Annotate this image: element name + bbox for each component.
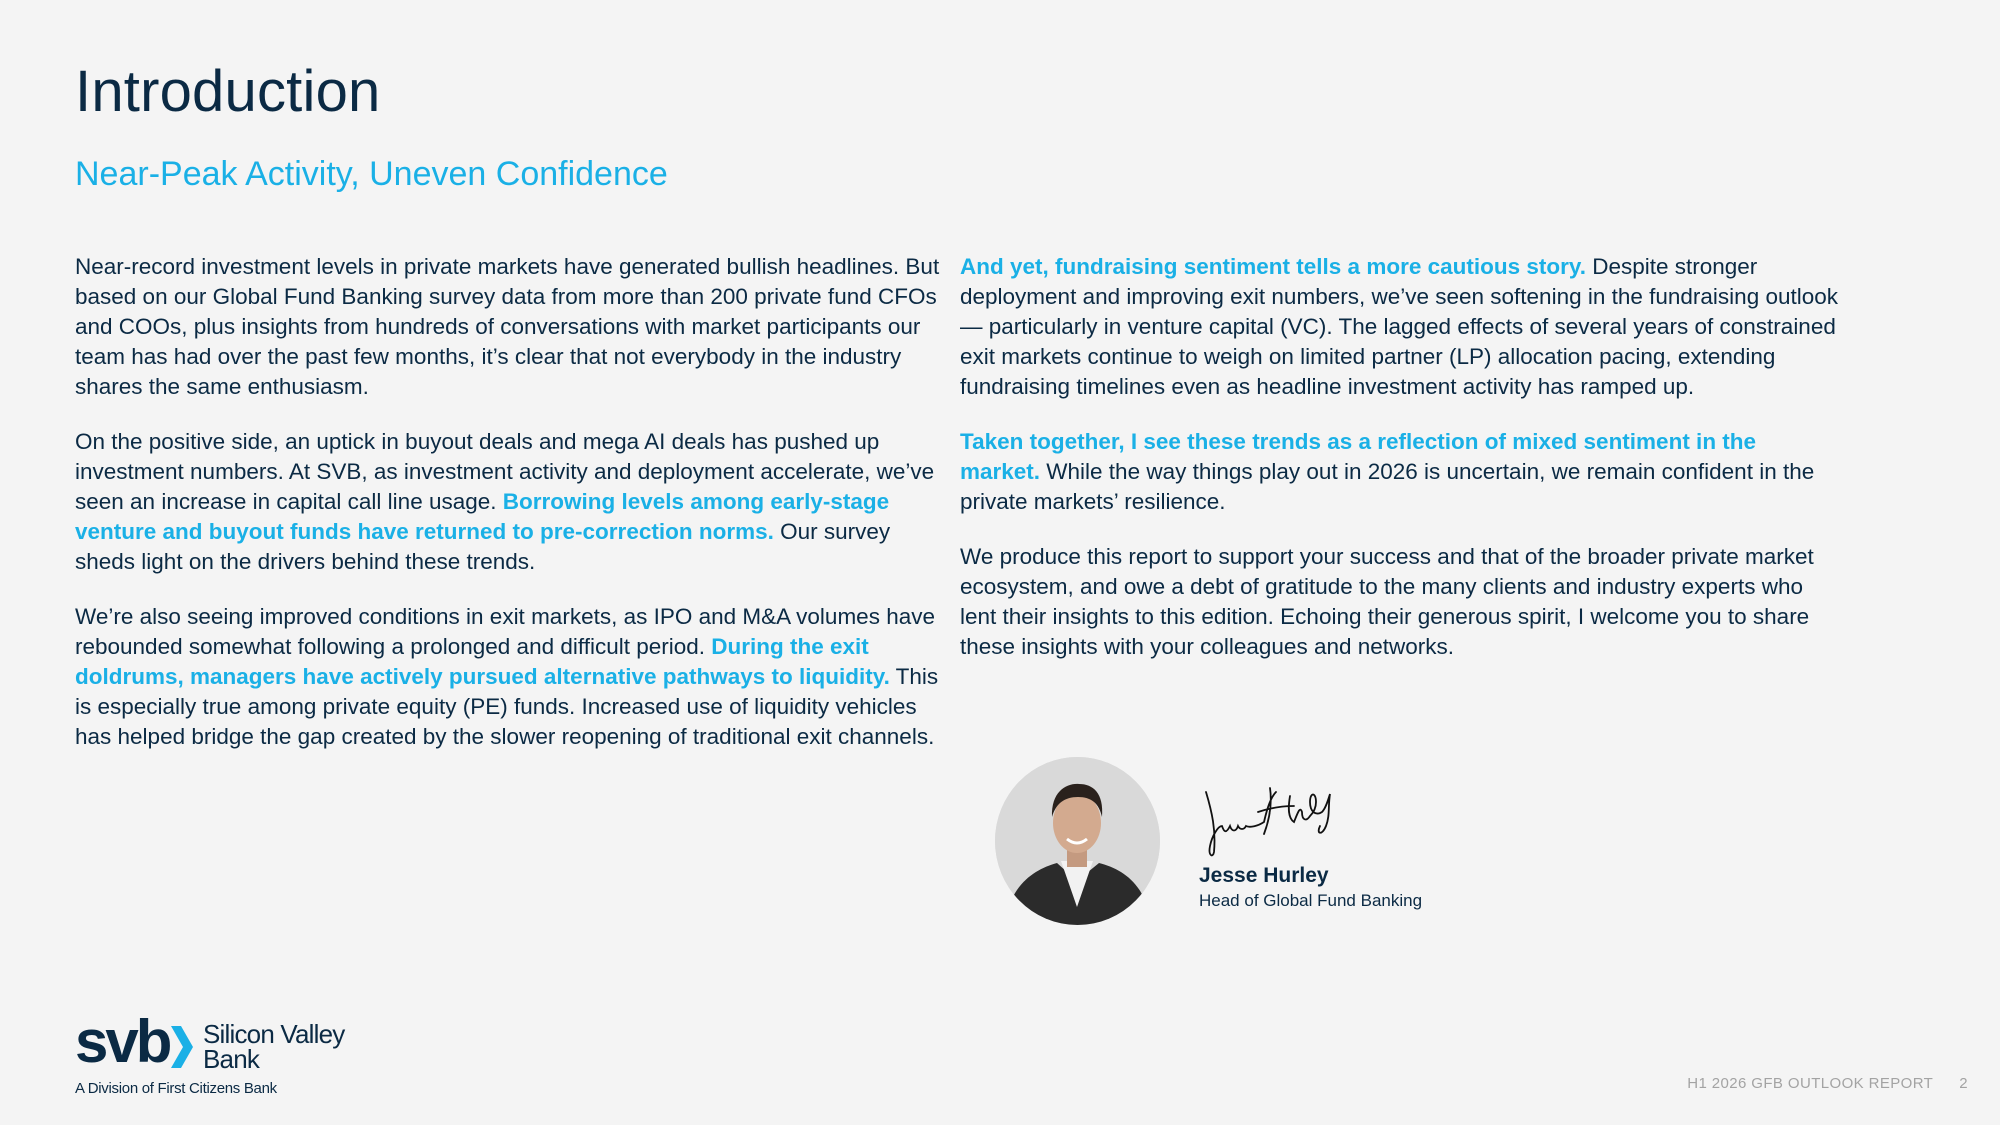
- paragraph-text: On the positive side, an uptick in buyout deals and mega AI deals has pushed up investment numbers. At SVB, as investment activity and deployment accelerate, we’ve seen an increase in capital call line usage.: [75, 429, 935, 514]
- right-column: [960, 252, 1840, 687]
- footer: [1687, 1075, 1968, 1092]
- logo-wordmark: svb: [75, 1008, 170, 1075]
- author-role: Head of Global Fund Banking: [1199, 891, 1423, 910]
- svb-logo: [75, 1008, 375, 1102]
- paragraph-text: This is especially true among private equity (PE) funds. Increased use of liquidity vehicles has helped bridge the gap created by the slower reopening of traditional exit channels.: [75, 664, 939, 749]
- logo-name-line: Silicon Valley: [203, 1019, 345, 1049]
- paragraph-text: Despite stronger deployment and improving exit numbers, we’ve seen softening in the fundraising outlook — particularly in venture capital (VC). The lagged effects of several years of constrained exit markets continue to weigh on limited partner (LP) allocation pacing, extending fundraising timelines even as headline investment activity has ramped up.: [960, 254, 1839, 399]
- chevron-right-icon: [169, 1024, 195, 1070]
- right-paragraph-2: [960, 427, 1840, 517]
- paragraph-text: We’re also seeing improved conditions in exit markets, as IPO and M&A volumes have rebounded somewhat following a prolonged and difficult period.: [75, 604, 935, 659]
- left-paragraph-1: Near-record investment levels in private markets have generated bullish headlines. But based on our Global Fund Banking survey data from more than 200 private fund CFOs and COOs, plus insights from hundreds of conversations with market participants our team has had over the past few months, it’s clear that not everybody in the industry shares the same enthusiasm.: [75, 254, 940, 399]
- page-title: Introduction: [75, 59, 381, 124]
- logo-division: A Division of First Citizens Bank: [75, 1080, 277, 1097]
- logo-name-line: Bank: [203, 1044, 260, 1074]
- author-name: Jesse Hurley: [1199, 864, 1329, 887]
- page-number: 2: [1959, 1075, 1968, 1092]
- highlight-text: During the exit doldrums, managers have actively pursued alternative pathways to liquidity.: [75, 634, 890, 689]
- signature-icon: [1198, 782, 1348, 862]
- highlight-text: Borrowing levels among early-stage venture and buyout funds have returned to pre-correction norms.: [75, 489, 890, 544]
- paragraph-text: Our survey sheds light on the drivers behind these trends.: [75, 519, 891, 574]
- person-icon: [995, 757, 1160, 925]
- paragraph-text: While the way things play out in 2026 is uncertain, we remain confident in the private markets’ resilience.: [960, 459, 1815, 514]
- left-paragraph-2: [75, 427, 945, 577]
- page-subtitle: Near-Peak Activity, Uneven Confidence: [75, 155, 668, 193]
- highlight-text: And yet, fundraising sentiment tells a more cautious story.: [960, 254, 1586, 279]
- author-portrait: [995, 757, 1160, 925]
- highlight-text: Taken together, I see these trends as a reflection of mixed sentiment in the market.: [960, 429, 1757, 484]
- signature: [1198, 782, 1348, 862]
- right-paragraph-1: [960, 252, 1840, 402]
- left-paragraph-3: [75, 602, 945, 752]
- report-title: H1 2026 GFB OUTLOOK REPORT: [1687, 1075, 1934, 1092]
- right-paragraph-3: We produce this report to support your success and that of the broader private market ecosystem, and owe a debt of gratitude to the many clients and industry experts who lent their insights to this edition. Echoing their generous spirit, I welcome you to share these insights with your colleagues and networks.: [960, 544, 1814, 659]
- logo-bank-name: [203, 1019, 345, 1074]
- left-column: [75, 252, 945, 777]
